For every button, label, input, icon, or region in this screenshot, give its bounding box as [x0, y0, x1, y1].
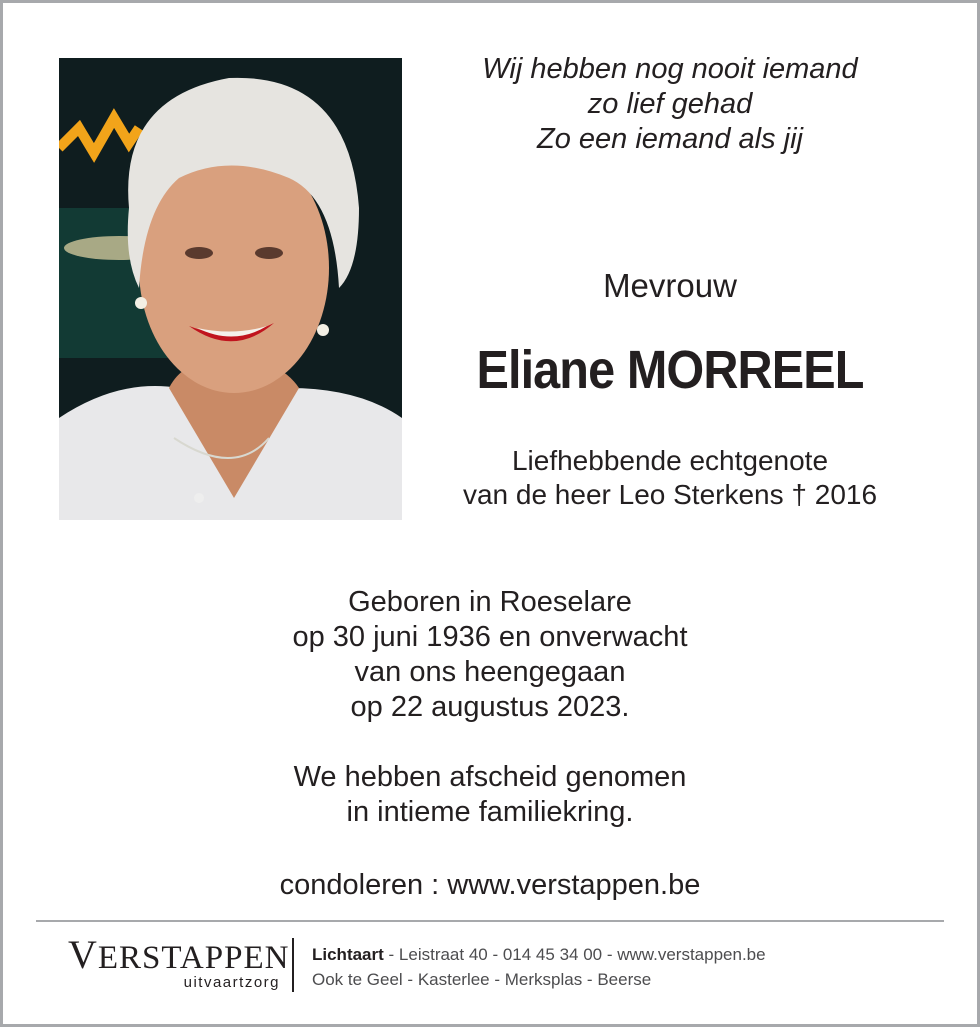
- birth-death-info: [190, 585, 790, 725]
- spouse-line: van de heer Leo Sterkens † 2016: [462, 479, 878, 510]
- footer-separator: [292, 938, 294, 992]
- logo-subtitle: uitvaartzorg: [183, 974, 280, 991]
- branches-line: Ook te Geel - Kasterlee - Merksplas - Beerse: [312, 970, 652, 989]
- funeral-home-logo: [68, 932, 290, 991]
- logo-wordmark: [68, 932, 290, 979]
- birth-line: Geboren in Roeselare: [348, 586, 632, 618]
- memorial-poem: [420, 52, 920, 157]
- birth-line: op 22 augustus 2023.: [350, 691, 630, 723]
- logo-initial: V: [68, 932, 98, 977]
- deceased-name: Eliane MORREEL: [476, 340, 864, 400]
- poem-line: zo lief gehad: [587, 88, 753, 120]
- poem-line: Zo een iemand als jij: [537, 123, 803, 155]
- honorific: Mevrouw: [603, 267, 737, 304]
- portrait-photo: [59, 58, 402, 520]
- condolences-text[interactable]: condoleren : www.verstappen.be: [279, 869, 701, 901]
- footer-contact: [312, 942, 766, 992]
- address-line: [312, 942, 766, 967]
- town-name: Lichtaart: [312, 945, 384, 964]
- address-details: - Leistraat 40 - 014 45 34 00 - www.verstappen.be: [383, 945, 766, 964]
- farewell-line: in intieme familiekring.: [346, 796, 634, 828]
- condolences-link[interactable]: [190, 868, 790, 903]
- farewell-line: We hebben afscheid genomen: [293, 761, 687, 793]
- logo-rest: ERSTAPPEN: [97, 940, 290, 976]
- birth-line: op 30 juni 1936 en onverwacht: [292, 621, 688, 653]
- farewell-info: [190, 760, 790, 830]
- poem-line: Wij hebben nog nooit iemand: [482, 53, 858, 85]
- birth-line: van ons heengegaan: [354, 656, 626, 688]
- spouse-info: [420, 444, 920, 512]
- spouse-line: Liefhebbende echtgenote: [511, 445, 829, 476]
- footer-divider: [36, 920, 944, 922]
